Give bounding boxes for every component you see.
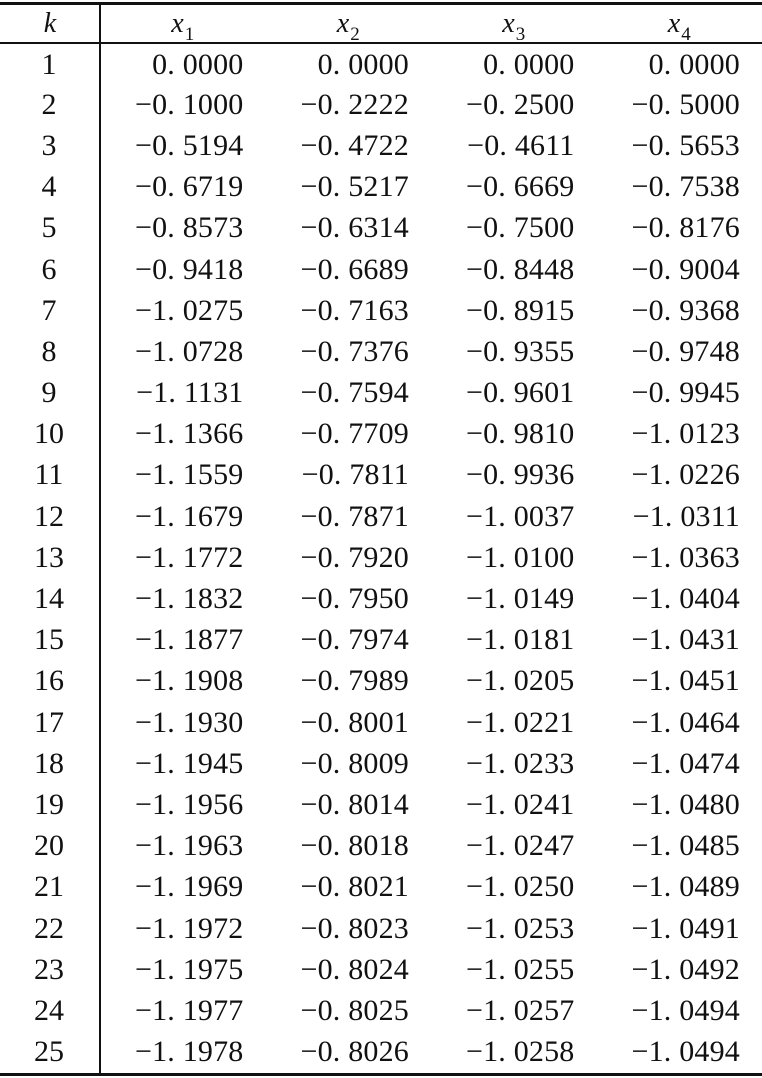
cell-k: 13: [34, 540, 64, 574]
table-row: [0, 826, 762, 867]
cell-x3: −1. 0255: [465, 952, 575, 986]
cell-x1: 0. 0000: [152, 47, 244, 81]
cell-x3: 0. 0000: [483, 47, 575, 81]
cell-x1: −1. 1969: [134, 870, 244, 904]
table-row: [0, 414, 762, 455]
cell-x2: −0. 7950: [300, 582, 409, 616]
cell-x4: −0. 5000: [631, 87, 740, 121]
cell-x2: −0. 8024: [300, 952, 409, 986]
cell-x2: −0. 7594: [300, 376, 409, 410]
cell-k: 7: [41, 293, 57, 327]
cell-x2: −0. 8001: [300, 705, 409, 739]
cell-x3: −1. 0181: [465, 623, 575, 657]
cell-k: 1: [41, 47, 57, 81]
cell-x4: −1. 0451: [631, 664, 740, 698]
cell-x4: −1. 0226: [631, 458, 740, 492]
table-row: [0, 702, 762, 743]
cell-k: 3: [41, 128, 57, 162]
cell-x2: −0. 8021: [300, 870, 409, 904]
cell-k: 6: [41, 252, 57, 286]
cell-x2: −0. 8018: [300, 829, 409, 863]
cell-x1: −1. 1978: [134, 1035, 244, 1069]
cell-x1: −1. 1975: [134, 952, 244, 986]
table-row: [0, 455, 762, 496]
cell-x3: −1. 0253: [465, 911, 575, 945]
cell-x2: −0. 7989: [300, 664, 409, 698]
table-row: [0, 208, 762, 249]
cell-x4: −1. 0494: [631, 993, 740, 1027]
cell-k: 17: [34, 705, 64, 739]
cell-x2: −0. 6689: [300, 252, 409, 286]
cell-x2: −0. 8025: [300, 993, 409, 1027]
cell-x1: −1. 1945: [134, 746, 244, 780]
cell-x1: −1. 1772: [134, 540, 244, 574]
cell-x4: −1. 0485: [631, 829, 740, 863]
table-row: [0, 867, 762, 908]
table-header-row: [0, 5, 762, 43]
cell-x2: −0. 7974: [300, 623, 409, 657]
table-bottom-rule: [0, 1073, 762, 1076]
cell-x4: −1. 0123: [631, 417, 740, 451]
cell-x4: −0. 9748: [631, 334, 740, 368]
cell-x3: −0. 6669: [465, 170, 575, 204]
cell-x4: −1. 0404: [631, 582, 740, 616]
cell-x2: −0. 7920: [300, 540, 409, 574]
cell-k: 23: [34, 952, 64, 986]
cell-x1: −1. 1877: [134, 623, 244, 657]
table-row: [0, 661, 762, 702]
cell-x4: −0. 8176: [631, 211, 740, 245]
cell-k: 15: [34, 623, 64, 657]
table-row: [0, 578, 762, 619]
cell-k: 20: [34, 829, 64, 863]
cell-k: 4: [41, 170, 57, 204]
cell-x2: −0. 8009: [300, 746, 409, 780]
cell-x2: −0. 7376: [300, 334, 409, 368]
cell-x4: −1. 0363: [631, 540, 740, 574]
cell-x3: −1. 0258: [465, 1035, 575, 1069]
iteration-table: [0, 5, 762, 1073]
cell-x1: −1. 1366: [134, 417, 244, 451]
cell-x2: −0. 7871: [300, 499, 409, 533]
header-x4: $x_4$: [667, 8, 691, 45]
cell-k: 10: [34, 417, 64, 451]
cell-x4: −0. 7538: [631, 170, 740, 204]
cell-x3: −0. 9355: [465, 334, 575, 368]
cell-x1: −1. 0275: [134, 293, 244, 327]
table-row: [0, 373, 762, 414]
header-k: k: [43, 8, 57, 39]
cell-k: 16: [34, 664, 64, 698]
cell-x4: −1. 0491: [631, 911, 740, 945]
cell-k: 22: [34, 911, 64, 945]
cell-k: 19: [34, 787, 64, 821]
cell-x2: −0. 7811: [301, 458, 409, 492]
cell-k: 18: [34, 746, 64, 780]
cell-x2: −0. 2222: [300, 87, 409, 121]
cell-x1: −0. 1000: [134, 87, 244, 121]
cell-k: 25: [34, 1035, 64, 1069]
cell-x2: −0. 8023: [300, 911, 409, 945]
cell-x4: 0. 0000: [648, 47, 740, 81]
cell-x2: −0. 7163: [300, 293, 409, 327]
cell-x4: −0. 9004: [631, 252, 740, 286]
table-row: [0, 167, 762, 208]
table-row: [0, 949, 762, 990]
cell-x1: −1. 1972: [134, 911, 244, 945]
cell-x3: −1. 0250: [465, 870, 575, 904]
cell-x2: −0. 5217: [300, 170, 409, 204]
cell-x4: −1. 0474: [631, 746, 740, 780]
cell-k: 5: [41, 211, 57, 245]
cell-x3: −0. 9936: [465, 458, 575, 492]
cell-x4: −1. 0311: [632, 499, 740, 533]
cell-x1: −1. 1832: [134, 582, 244, 616]
cell-x3: −1. 0233: [465, 746, 575, 780]
cell-x3: −0. 8915: [465, 293, 575, 327]
cell-x4: −1. 0489: [631, 870, 740, 904]
cell-k: 24: [34, 993, 64, 1027]
cell-x1: −1. 1131: [136, 376, 244, 410]
cell-x3: −1. 0221: [465, 705, 575, 739]
cell-x2: 0. 0000: [317, 47, 409, 81]
cell-x3: −1. 0149: [465, 582, 575, 616]
cell-x3: −1. 0247: [465, 829, 575, 863]
cell-x3: −0. 2500: [465, 87, 575, 121]
cell-k: 11: [34, 458, 64, 492]
header-x2: $x_2$: [336, 8, 360, 45]
cell-x3: −1. 0037: [465, 499, 575, 533]
cell-x3: −0. 9810: [465, 417, 575, 451]
cell-x4: −0. 9368: [631, 293, 740, 327]
cell-x1: −1. 1679: [134, 499, 244, 533]
cell-x2: −0. 8014: [300, 787, 409, 821]
cell-x1: −1. 0728: [134, 334, 244, 368]
cell-x1: −1. 1930: [134, 705, 244, 739]
cell-k: 9: [41, 376, 57, 410]
cell-x4: −1. 0480: [631, 787, 740, 821]
cell-k: 2: [41, 87, 57, 121]
cell-x2: −0. 6314: [300, 211, 409, 245]
cell-x1: −0. 6719: [134, 170, 244, 204]
cell-x4: −0. 5653: [631, 128, 740, 162]
table-row: [0, 620, 762, 661]
cell-x3: −1. 0205: [465, 664, 575, 698]
cell-x1: −1. 1977: [134, 993, 244, 1027]
cell-x4: −1. 0494: [631, 1035, 740, 1069]
cell-x1: −0. 5194: [134, 128, 244, 162]
cell-x3: −0. 7500: [465, 211, 575, 245]
cell-x1: −1. 1559: [134, 458, 244, 492]
cell-x3: −1. 0241: [465, 787, 575, 821]
cell-x3: −0. 8448: [465, 252, 575, 286]
table-row: [0, 496, 762, 537]
table-row: [0, 990, 762, 1031]
cell-x2: −0. 7709: [300, 417, 409, 451]
cell-x1: −1. 1963: [134, 829, 244, 863]
table-row: [0, 43, 762, 84]
cell-x1: −1. 1908: [134, 664, 244, 698]
header-x1: $x_1$: [171, 8, 195, 45]
cell-k: 14: [34, 582, 64, 616]
cell-x1: −0. 8573: [134, 211, 244, 245]
cell-x4: −0. 9945: [631, 376, 740, 410]
table-row: [0, 908, 762, 949]
cell-x3: −0. 9601: [465, 376, 575, 410]
cell-x4: −1. 0492: [631, 952, 740, 986]
cell-x4: −1. 0431: [631, 623, 740, 657]
header-x3: $x_3$: [502, 8, 526, 45]
cell-x1: −0. 9418: [134, 252, 244, 286]
cell-x3: −0. 4611: [467, 128, 575, 162]
table-row: [0, 784, 762, 825]
table-row: [0, 1032, 762, 1073]
table-row: [0, 84, 762, 125]
table-row: [0, 743, 762, 784]
cell-x4: −1. 0464: [631, 705, 740, 739]
cell-k: 21: [34, 870, 64, 904]
cell-x3: −1. 0100: [465, 540, 575, 574]
table-row: [0, 125, 762, 166]
table-row: [0, 249, 762, 290]
cell-x1: −1. 1956: [134, 787, 244, 821]
table-row: [0, 537, 762, 578]
cell-x3: −1. 0257: [465, 993, 575, 1027]
table-body: [0, 43, 762, 1073]
table-row: [0, 331, 762, 372]
cell-k: 8: [41, 334, 57, 368]
cell-x2: −0. 8026: [300, 1035, 409, 1069]
table-row: [0, 290, 762, 331]
cell-x2: −0. 4722: [300, 128, 409, 162]
cell-k: 12: [34, 499, 64, 533]
